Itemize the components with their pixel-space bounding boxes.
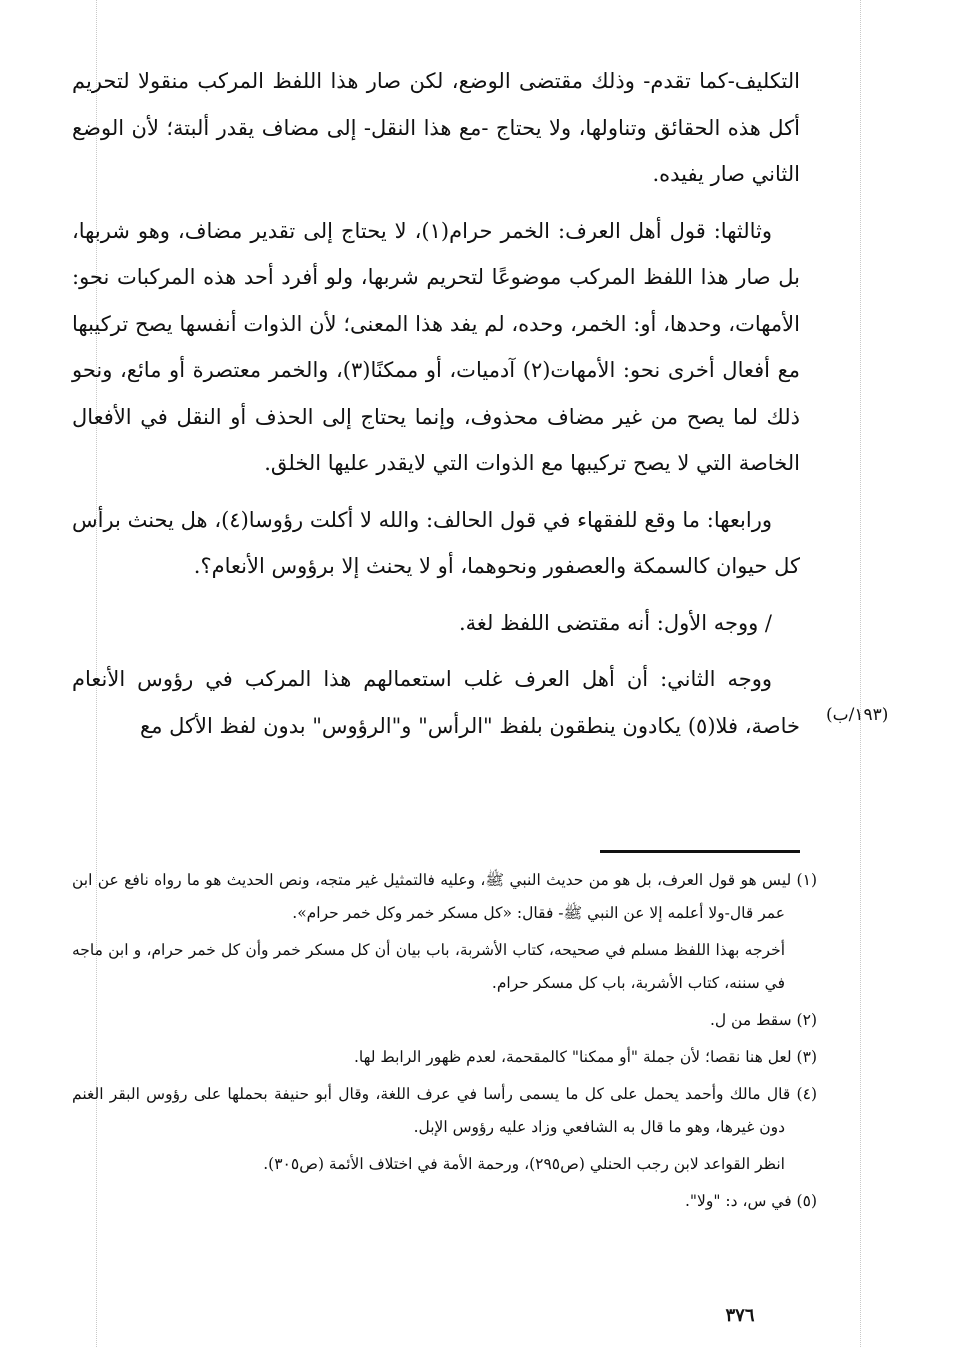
paragraph: وثالثها: قول أهل العرف: الخمر حرام(١)، لا يحتاج إلى تقدير مضاف، وهو شربها، بل صار هذا اللفظ المركب موضوعًا لتحريم شربها، ولو أفرد أحد هذه المركبات نحو: الأمهات، وحدها، أو: الخمر، وحده، لم يفد هذا المعنى؛ لأن الذوات أنفسها يصح تركيبها مع أفعال أخرى نحو: الأمهات(٢) آدميات، أو ممكنًا(٣)، والخمر معتصرة أو مائع، ونحو ذلك لما يصح من غير مضاف محذوف، وإنما يحتاج إلى الحذف أو النقل في الأفعال الخاصة التي لا يصح تركيبها مع الذوات التي لايقدر عليها الخلق. [72,218,801,475]
footnote: انظر القواعد لابن رجب الحنلي (ص٢٩٥)، ورحمة الأمة في اختلاف الأئمة (ص٣٠٥). [263,1155,785,1173]
footnote: (١) ليس هو قول العرف، بل هو من حديث النبي ﷺ، وعليه فالتمثيل غير متجه، ونص الحديث هو ما رواه نافع عن ابن عمر قال-ولا أعلمه إلا عن النبي ﷺ- فقال: «كل مسكر خمر وكل خمر حرام». [72,871,817,922]
paragraph: ورابعها: ما وقع للفقهاء في قول الحالف: والله لا أكلت رؤوسا(٤)، هل يحنث برأس كل حيوان كالسمكة والعصفور ونحوهما، أو لا يحنث إلا برؤوس الأنعام؟. [72,507,800,578]
footnote: (٤) قال مالك وأحمد يحمل على كل ما يسمى رأسا في عرف اللغة، وقال أبو حنيفة بحملها على رؤوس البقر الغنم دون غيرها، وهو ما قال به الشافعي وزاد عليه رؤوس الإبل. [72,1085,817,1136]
footnotes [72,864,817,1222]
footnote: (٢) سقط من ل. [709,1011,817,1029]
margin-folio-note: (١٩٣/ب) [826,705,889,725]
paragraph: ووجه الثاني: أن أهل العرف غلب استعمالهم هذا المركب في رؤوس الأنعام خاصة، فلا(٥) يكادون ينطقون بلفظ "الرأس" و"الرؤوس" بدون لفظ الأكل مع [72,667,800,738]
main-text [72,58,800,759]
footnote: (٣) لعل هنا نقصا؛ لأن جملة "أو ممكنا" كالمقحمة، لعدم ظهور الرابط لها. [353,1048,817,1066]
footnote: أخرجه بهذا اللفظ مسلم في صحيحه، كتاب الأشربة، باب بيان أن كل مسكر خمر وأن كل خمر حرام، و ابن ماجه في سننه، كتاب الأشربة، باب كل مسكر حرام. [72,941,785,992]
page-number: ٣٧٦ [725,1305,755,1326]
scan-fold-line [860,0,861,1347]
footnote: (٥) في س، د: "ولا". [684,1192,817,1210]
footnote-separator [600,850,800,853]
paragraph: التكليف-كما تقدم- وذلك مقتضى الوضع، لكن صار هذا اللفظ المركب منقولا لتحريم أكل هذه الحقائق وتناولها، ولا يحتاج -مع هذا النقل- إلى مضاف يقدر ألبتة؛ لأن الوضع الثاني صار يفيده. [72,69,800,186]
paragraph: / ووجه الأول: أنه مقتضى اللفظ لغة. [458,610,772,635]
